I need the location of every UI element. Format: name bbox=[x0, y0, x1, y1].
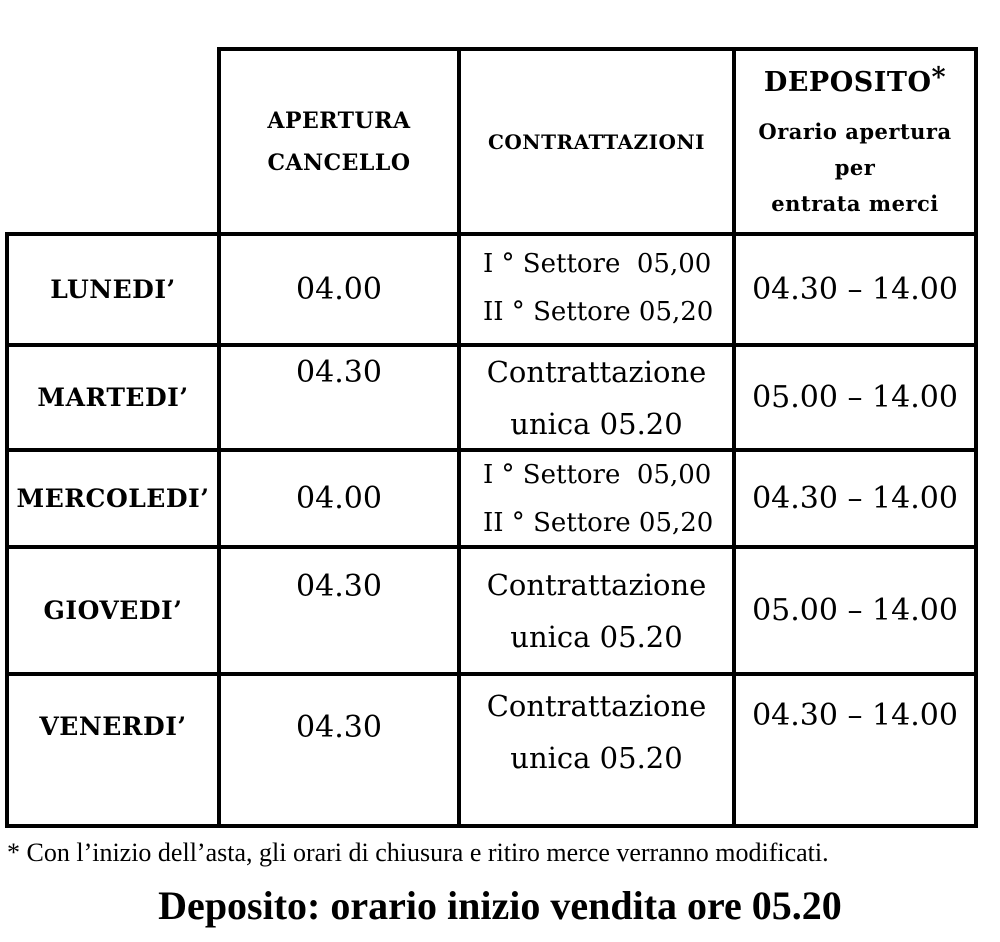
contrattazioni-cell-martedi bbox=[457, 343, 732, 448]
day-cell-venerdi bbox=[5, 672, 217, 828]
page-title: Deposito: orario inizio vendita ore 05.20 bbox=[158, 883, 842, 928]
header-deposito bbox=[732, 47, 978, 232]
apertura-value: 04.30 bbox=[296, 710, 382, 745]
day-label: LUNEDI’ bbox=[50, 275, 176, 304]
contrattazioni-line2: unica 05.20 bbox=[510, 741, 683, 775]
header-apertura-cancello bbox=[217, 47, 457, 232]
header-contrattazioni-label: CONTRATTAZIONI bbox=[487, 129, 706, 154]
deposito-value: 05.00 – 14.00 bbox=[752, 593, 958, 628]
header-contrattazioni bbox=[457, 47, 732, 232]
apertura-value: 04.00 bbox=[296, 481, 382, 516]
day-label: MARTEDI’ bbox=[37, 383, 189, 412]
contrattazioni-line2: II ° Settore 05,20 bbox=[483, 297, 714, 327]
apertura-cell-martedi bbox=[217, 343, 457, 448]
header-apertura-line2: CANCELLO bbox=[267, 149, 411, 176]
day-cell-lunedi bbox=[5, 232, 217, 343]
deposito-cell-mercoledi bbox=[732, 448, 978, 545]
deposito-cell-giovedi bbox=[732, 545, 978, 672]
contrattazioni-line1: Contrattazione bbox=[486, 354, 707, 389]
apertura-cell-giovedi bbox=[217, 545, 457, 672]
deposito-cell-lunedi bbox=[732, 232, 978, 343]
deposito-value: 04.30 – 14.00 bbox=[752, 698, 958, 733]
schedule-table bbox=[5, 47, 978, 828]
contrattazioni-line2: unica 05.20 bbox=[510, 406, 683, 441]
contrattazioni-line2: unica 05.20 bbox=[510, 619, 683, 654]
asterisk-footnote: * Con l’inizio dell’asta, gli orari di chiusura e ritiro merce verranno modificati. bbox=[7, 838, 829, 867]
apertura-cell-lunedi bbox=[217, 232, 457, 343]
contrattazioni-line1: Contrattazione bbox=[486, 689, 707, 723]
apertura-value: 04.30 bbox=[296, 569, 382, 604]
day-label: GIOVEDI’ bbox=[43, 596, 183, 625]
deposito-cell-venerdi bbox=[732, 672, 978, 828]
apertura-cell-venerdi bbox=[217, 672, 457, 828]
contrattazioni-line2: II ° Settore 05,20 bbox=[483, 507, 714, 538]
apertura-value: 04.00 bbox=[296, 272, 382, 307]
contrattazioni-cell-giovedi bbox=[457, 545, 732, 672]
contrattazioni-line1: I ° Settore 05,00 bbox=[483, 249, 712, 279]
day-label: VENERDI’ bbox=[39, 712, 187, 741]
contrattazioni-line1: Contrattazione bbox=[486, 567, 707, 602]
deposito-label: DEPOSITO bbox=[763, 66, 932, 98]
apertura-cell-mercoledi bbox=[217, 448, 457, 545]
deposito-value: 04.30 – 14.00 bbox=[752, 272, 958, 307]
deposito-value: 05.00 – 14.00 bbox=[752, 380, 958, 415]
apertura-value: 04.30 bbox=[296, 355, 382, 390]
header-apertura-line1: APERTURA bbox=[267, 107, 411, 134]
deposito-cell-martedi bbox=[732, 343, 978, 448]
deposito-value: 04.30 – 14.00 bbox=[752, 481, 958, 516]
contrattazioni-cell-lunedi bbox=[457, 232, 732, 343]
deposito-asterisk: * bbox=[931, 61, 947, 93]
day-cell-giovedi bbox=[5, 545, 217, 672]
header-deposito-sub-line1: Orario apertura per bbox=[758, 118, 952, 180]
header-deposito-title bbox=[764, 62, 946, 98]
day-cell-mercoledi bbox=[5, 448, 217, 545]
day-cell-martedi bbox=[5, 343, 217, 448]
contrattazioni-cell-mercoledi bbox=[457, 448, 732, 545]
contrattazioni-line1: I ° Settore 05,00 bbox=[483, 459, 712, 490]
header-blank-cell bbox=[5, 47, 217, 232]
header-deposito-sub-line2: entrata merci bbox=[771, 190, 939, 216]
contrattazioni-cell-venerdi bbox=[457, 672, 732, 828]
day-label: MERCOLEDI’ bbox=[16, 484, 210, 513]
